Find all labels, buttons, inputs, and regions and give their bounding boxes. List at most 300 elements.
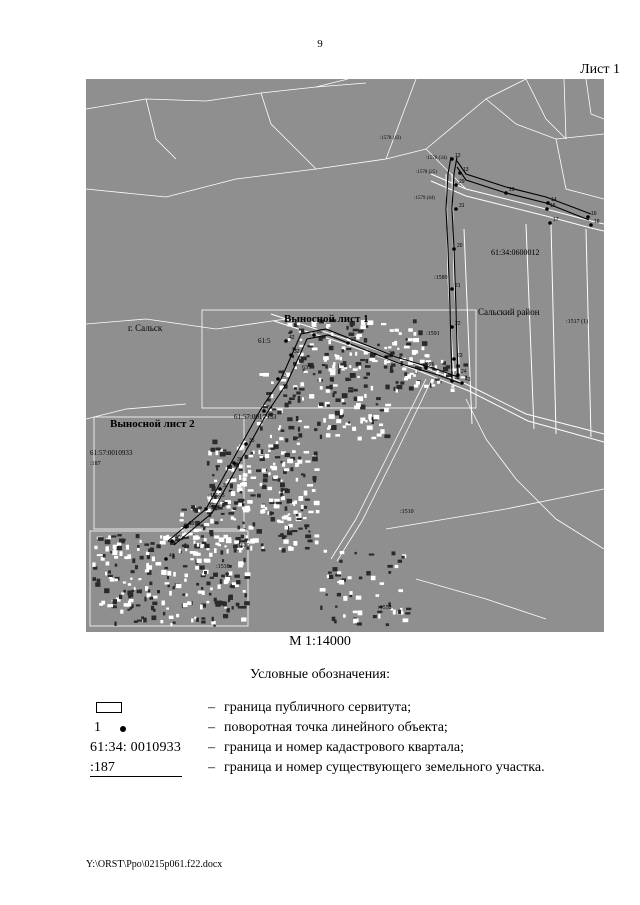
building: [263, 478, 268, 482]
building: [402, 367, 406, 370]
building: [263, 474, 268, 478]
parcel-1589-label: :1589: [434, 275, 448, 281]
building: [167, 571, 171, 576]
building: [287, 417, 292, 421]
building: [413, 374, 416, 377]
building: [365, 365, 371, 368]
building: [117, 534, 122, 536]
building: [105, 572, 107, 576]
route-point-dot: [545, 207, 549, 211]
building: [221, 575, 225, 578]
building: [431, 384, 435, 386]
building: [220, 519, 222, 521]
building: [298, 528, 302, 530]
building: [292, 450, 296, 453]
building: [293, 395, 296, 398]
legend-row-quarter: [86, 740, 606, 758]
building: [313, 373, 316, 375]
building: [261, 549, 265, 552]
building: [149, 582, 152, 586]
building: [303, 506, 307, 509]
building: [242, 503, 245, 506]
building: [236, 603, 240, 607]
page-number: 9: [317, 38, 323, 50]
building: [222, 559, 224, 562]
route-point-dot: [346, 341, 350, 345]
building: [353, 368, 358, 371]
building: [173, 586, 176, 589]
building: [168, 585, 171, 588]
building: [151, 606, 154, 611]
building: [305, 547, 310, 550]
building: [380, 582, 385, 585]
building: [134, 621, 138, 624]
building: [325, 365, 328, 369]
route-point-label: 22: [455, 321, 461, 327]
building: [238, 564, 243, 568]
building: [243, 473, 248, 477]
building: [335, 355, 339, 360]
building: [130, 593, 133, 598]
building: [161, 570, 166, 575]
route-point-label: 12: [455, 153, 461, 159]
building: [400, 381, 404, 384]
building: [260, 427, 263, 431]
building: [353, 329, 359, 332]
building: [328, 340, 331, 344]
building: [385, 385, 389, 390]
building: [405, 612, 410, 614]
building: [288, 547, 294, 551]
building: [305, 499, 310, 501]
building: [314, 501, 320, 505]
building: [424, 385, 428, 388]
building: [104, 588, 109, 593]
building: [124, 556, 128, 559]
building: [271, 381, 274, 384]
building: [357, 334, 362, 337]
building: [166, 608, 169, 610]
building: [143, 618, 147, 623]
building: [336, 419, 341, 423]
building: [176, 614, 179, 617]
building: [243, 477, 247, 481]
building: [164, 567, 168, 569]
building: [344, 364, 347, 367]
building: [242, 482, 247, 487]
building: [300, 382, 304, 386]
building: [152, 602, 157, 606]
building: [364, 394, 366, 398]
route-point-label: 32: [294, 349, 300, 355]
servitude-rectangle-icon: [96, 702, 122, 713]
building: [278, 428, 281, 431]
building: [245, 506, 250, 508]
building: [144, 597, 146, 602]
building: [339, 580, 344, 585]
building: [329, 346, 334, 350]
building: [288, 426, 294, 430]
building: [204, 523, 209, 526]
building: [145, 569, 149, 572]
building: [262, 469, 266, 473]
route-point-dot: [312, 333, 316, 337]
building: [312, 348, 318, 351]
route-point-dot: [454, 207, 458, 211]
building: [224, 545, 226, 547]
building: [367, 426, 373, 430]
cadastral-map: [86, 79, 604, 632]
building: [169, 591, 172, 596]
quarter-town-label: 61:57:0010933: [90, 449, 133, 457]
building: [106, 562, 110, 566]
building: [308, 540, 313, 543]
building: [364, 384, 368, 387]
building: [398, 610, 401, 615]
building: [404, 372, 407, 376]
building: [393, 610, 396, 615]
building: [325, 353, 329, 356]
building: [219, 537, 225, 542]
building: [195, 553, 201, 556]
building: [310, 343, 314, 345]
building: [227, 549, 229, 554]
quarter-main-label: 61:34:0600012: [491, 248, 540, 257]
route-point-label: 23: [457, 353, 463, 359]
building: [93, 577, 97, 581]
building: [308, 531, 310, 533]
building: [284, 468, 289, 471]
route-point-dot: [586, 215, 590, 219]
building: [280, 484, 283, 488]
building: [333, 384, 338, 386]
building: [263, 373, 269, 377]
building: [355, 352, 357, 356]
building: [179, 549, 181, 553]
building: [320, 435, 322, 439]
building: [182, 509, 187, 511]
building: [148, 589, 150, 592]
building: [230, 483, 233, 488]
building: [396, 385, 402, 389]
route-point-dot: [452, 247, 456, 251]
route-point-dot: [589, 223, 593, 227]
building: [406, 343, 411, 346]
building: [298, 457, 301, 460]
building: [329, 385, 332, 390]
building: [289, 331, 292, 334]
building: [251, 477, 257, 480]
building: [285, 506, 288, 510]
building: [406, 338, 408, 340]
legend-symbol-point: [86, 720, 186, 738]
building: [422, 341, 427, 346]
building: [302, 397, 304, 400]
building: [183, 603, 188, 608]
building: [151, 542, 155, 545]
building: [323, 418, 326, 423]
route-point-label: 17: [553, 217, 559, 223]
building: [248, 470, 251, 474]
building: [342, 349, 345, 352]
building: [99, 603, 103, 606]
legend-text-quarter: граница и номер кадастрового квартала;: [224, 740, 464, 755]
building: [278, 535, 283, 537]
route-point-dot: [164, 557, 168, 561]
building: [307, 484, 313, 486]
legend-row-servitude: [86, 700, 606, 718]
building: [384, 347, 387, 349]
parcel-1517-label: :1517 (1): [566, 319, 589, 325]
building: [353, 611, 358, 614]
building: [324, 359, 327, 362]
building: [346, 326, 348, 330]
building: [320, 606, 322, 610]
building: [364, 338, 367, 343]
building: [378, 614, 380, 619]
building: [249, 455, 253, 457]
route-point-dot: [450, 325, 454, 329]
route-point-label: 31: [459, 203, 465, 209]
building: [377, 611, 382, 613]
building: [268, 450, 271, 452]
building: [289, 398, 295, 401]
building: [313, 476, 317, 480]
building: [212, 440, 217, 445]
quarter-small-label: 61:5: [258, 337, 271, 345]
district-label: Сальский район: [478, 307, 540, 317]
building: [294, 510, 298, 514]
building: [98, 537, 104, 541]
building: [335, 606, 337, 608]
route-point-label: 21: [455, 283, 461, 289]
building: [274, 504, 280, 509]
building: [279, 437, 283, 440]
building: [377, 344, 380, 347]
building: [173, 572, 176, 577]
building: [198, 507, 201, 510]
building: [250, 539, 255, 544]
building: [217, 601, 223, 606]
building: [319, 378, 322, 382]
route-point-dot: [454, 183, 458, 187]
building: [146, 552, 149, 556]
building: [114, 622, 116, 627]
map-scale: М 1:14000: [289, 634, 351, 649]
building: [152, 616, 157, 621]
building: [388, 571, 391, 574]
building: [136, 534, 140, 538]
building: [346, 348, 351, 350]
building: [332, 425, 336, 430]
route-point-dot: [218, 487, 222, 491]
building: [234, 575, 240, 578]
building: [190, 558, 193, 560]
building: [231, 491, 235, 496]
building: [196, 583, 199, 586]
building: [108, 535, 111, 539]
building: [319, 402, 324, 406]
building: [314, 534, 319, 537]
route-point-dot: [289, 353, 293, 357]
building: [320, 386, 323, 390]
building: [184, 579, 187, 582]
building: [303, 517, 307, 519]
building: [357, 376, 359, 378]
building: [343, 614, 346, 617]
building: [358, 611, 363, 616]
building: [297, 460, 302, 464]
legend-quarter-number: 61:34: 0010933: [90, 740, 182, 755]
building: [298, 399, 301, 403]
legend-dash: –: [208, 760, 215, 775]
route-point-dot: [244, 442, 248, 446]
building: [327, 404, 330, 407]
building: [238, 606, 242, 608]
building: [260, 456, 263, 458]
building: [377, 434, 382, 437]
building: [353, 389, 358, 392]
building: [226, 452, 232, 456]
building: [327, 575, 329, 578]
route-point-label: 15: [550, 203, 556, 209]
legend-dash: –: [208, 720, 215, 735]
building: [111, 535, 116, 537]
building: [215, 521, 219, 524]
route-point-dot: [170, 539, 174, 543]
building: [115, 579, 118, 582]
parcel-1579-44-label: :1579 (44): [414, 196, 435, 201]
building: [338, 369, 340, 374]
route-point-label: 41: [169, 553, 175, 559]
building: [241, 535, 245, 539]
building: [329, 575, 334, 579]
building: [182, 545, 188, 548]
building: [200, 525, 203, 527]
building: [273, 476, 278, 480]
building: [146, 565, 152, 569]
building: [206, 601, 209, 603]
building: [386, 361, 390, 363]
building: [211, 621, 216, 624]
building: [201, 587, 203, 590]
building: [130, 607, 133, 610]
legend-dash: –: [208, 700, 215, 715]
building: [204, 571, 207, 574]
building: [283, 539, 288, 543]
building: [107, 604, 113, 607]
building: [97, 554, 103, 556]
building: [193, 508, 198, 512]
building: [135, 565, 138, 569]
building: [305, 460, 310, 462]
building: [272, 408, 276, 410]
building: [402, 556, 405, 559]
route-point-label: 36: [237, 457, 243, 463]
building: [298, 433, 302, 437]
building: [163, 612, 165, 616]
outset-sheet-2-label: Выносной лист 2: [110, 418, 195, 430]
building: [315, 541, 319, 545]
building: [243, 508, 249, 513]
building: [348, 422, 350, 424]
building: [312, 456, 318, 461]
building: [272, 466, 278, 470]
building: [124, 603, 129, 607]
building: [130, 578, 132, 580]
sheet-label: Лист 1: [580, 62, 620, 77]
building: [212, 474, 214, 476]
town-label: г. Сальск: [128, 323, 163, 333]
building: [422, 347, 425, 351]
route-point-dot: [384, 355, 388, 359]
building: [322, 364, 326, 366]
building: [250, 494, 255, 496]
building: [120, 539, 126, 541]
building: [357, 622, 362, 625]
building: [170, 623, 172, 626]
route-point-label: 42: [289, 335, 295, 341]
building: [197, 543, 200, 547]
building: [123, 590, 126, 593]
building: [413, 338, 419, 342]
building: [390, 329, 394, 332]
building: [414, 385, 418, 388]
building: [416, 381, 420, 385]
building: [316, 510, 320, 513]
building: [320, 588, 326, 592]
building: [360, 359, 365, 361]
building: [414, 332, 417, 336]
building: [201, 617, 205, 619]
building: [114, 549, 117, 552]
building: [194, 529, 199, 532]
building: [451, 389, 455, 393]
building: [413, 319, 417, 323]
building: [363, 377, 367, 379]
building: [137, 590, 141, 594]
building: [223, 614, 228, 618]
building: [257, 444, 261, 448]
building: [210, 587, 213, 590]
building: [397, 348, 399, 350]
building: [233, 507, 237, 510]
building: [358, 330, 363, 333]
building: [225, 573, 229, 575]
legend-row-parcel: [86, 760, 606, 778]
building: [250, 452, 253, 454]
building: [279, 425, 281, 428]
building: [218, 585, 221, 589]
building: [145, 586, 148, 591]
building: [307, 355, 310, 357]
building: [200, 605, 203, 610]
building: [381, 323, 386, 325]
building: [236, 580, 240, 584]
legend-row-point: [86, 720, 606, 738]
building: [232, 606, 234, 609]
building: [248, 489, 254, 492]
building: [348, 390, 353, 393]
building: [92, 562, 95, 567]
building: [187, 601, 192, 605]
legend-text-servitude: граница публичного сервитута;: [224, 700, 412, 715]
building: [285, 526, 288, 530]
building: [407, 338, 412, 341]
building: [376, 594, 380, 597]
building: [327, 427, 330, 430]
building: [348, 576, 352, 579]
